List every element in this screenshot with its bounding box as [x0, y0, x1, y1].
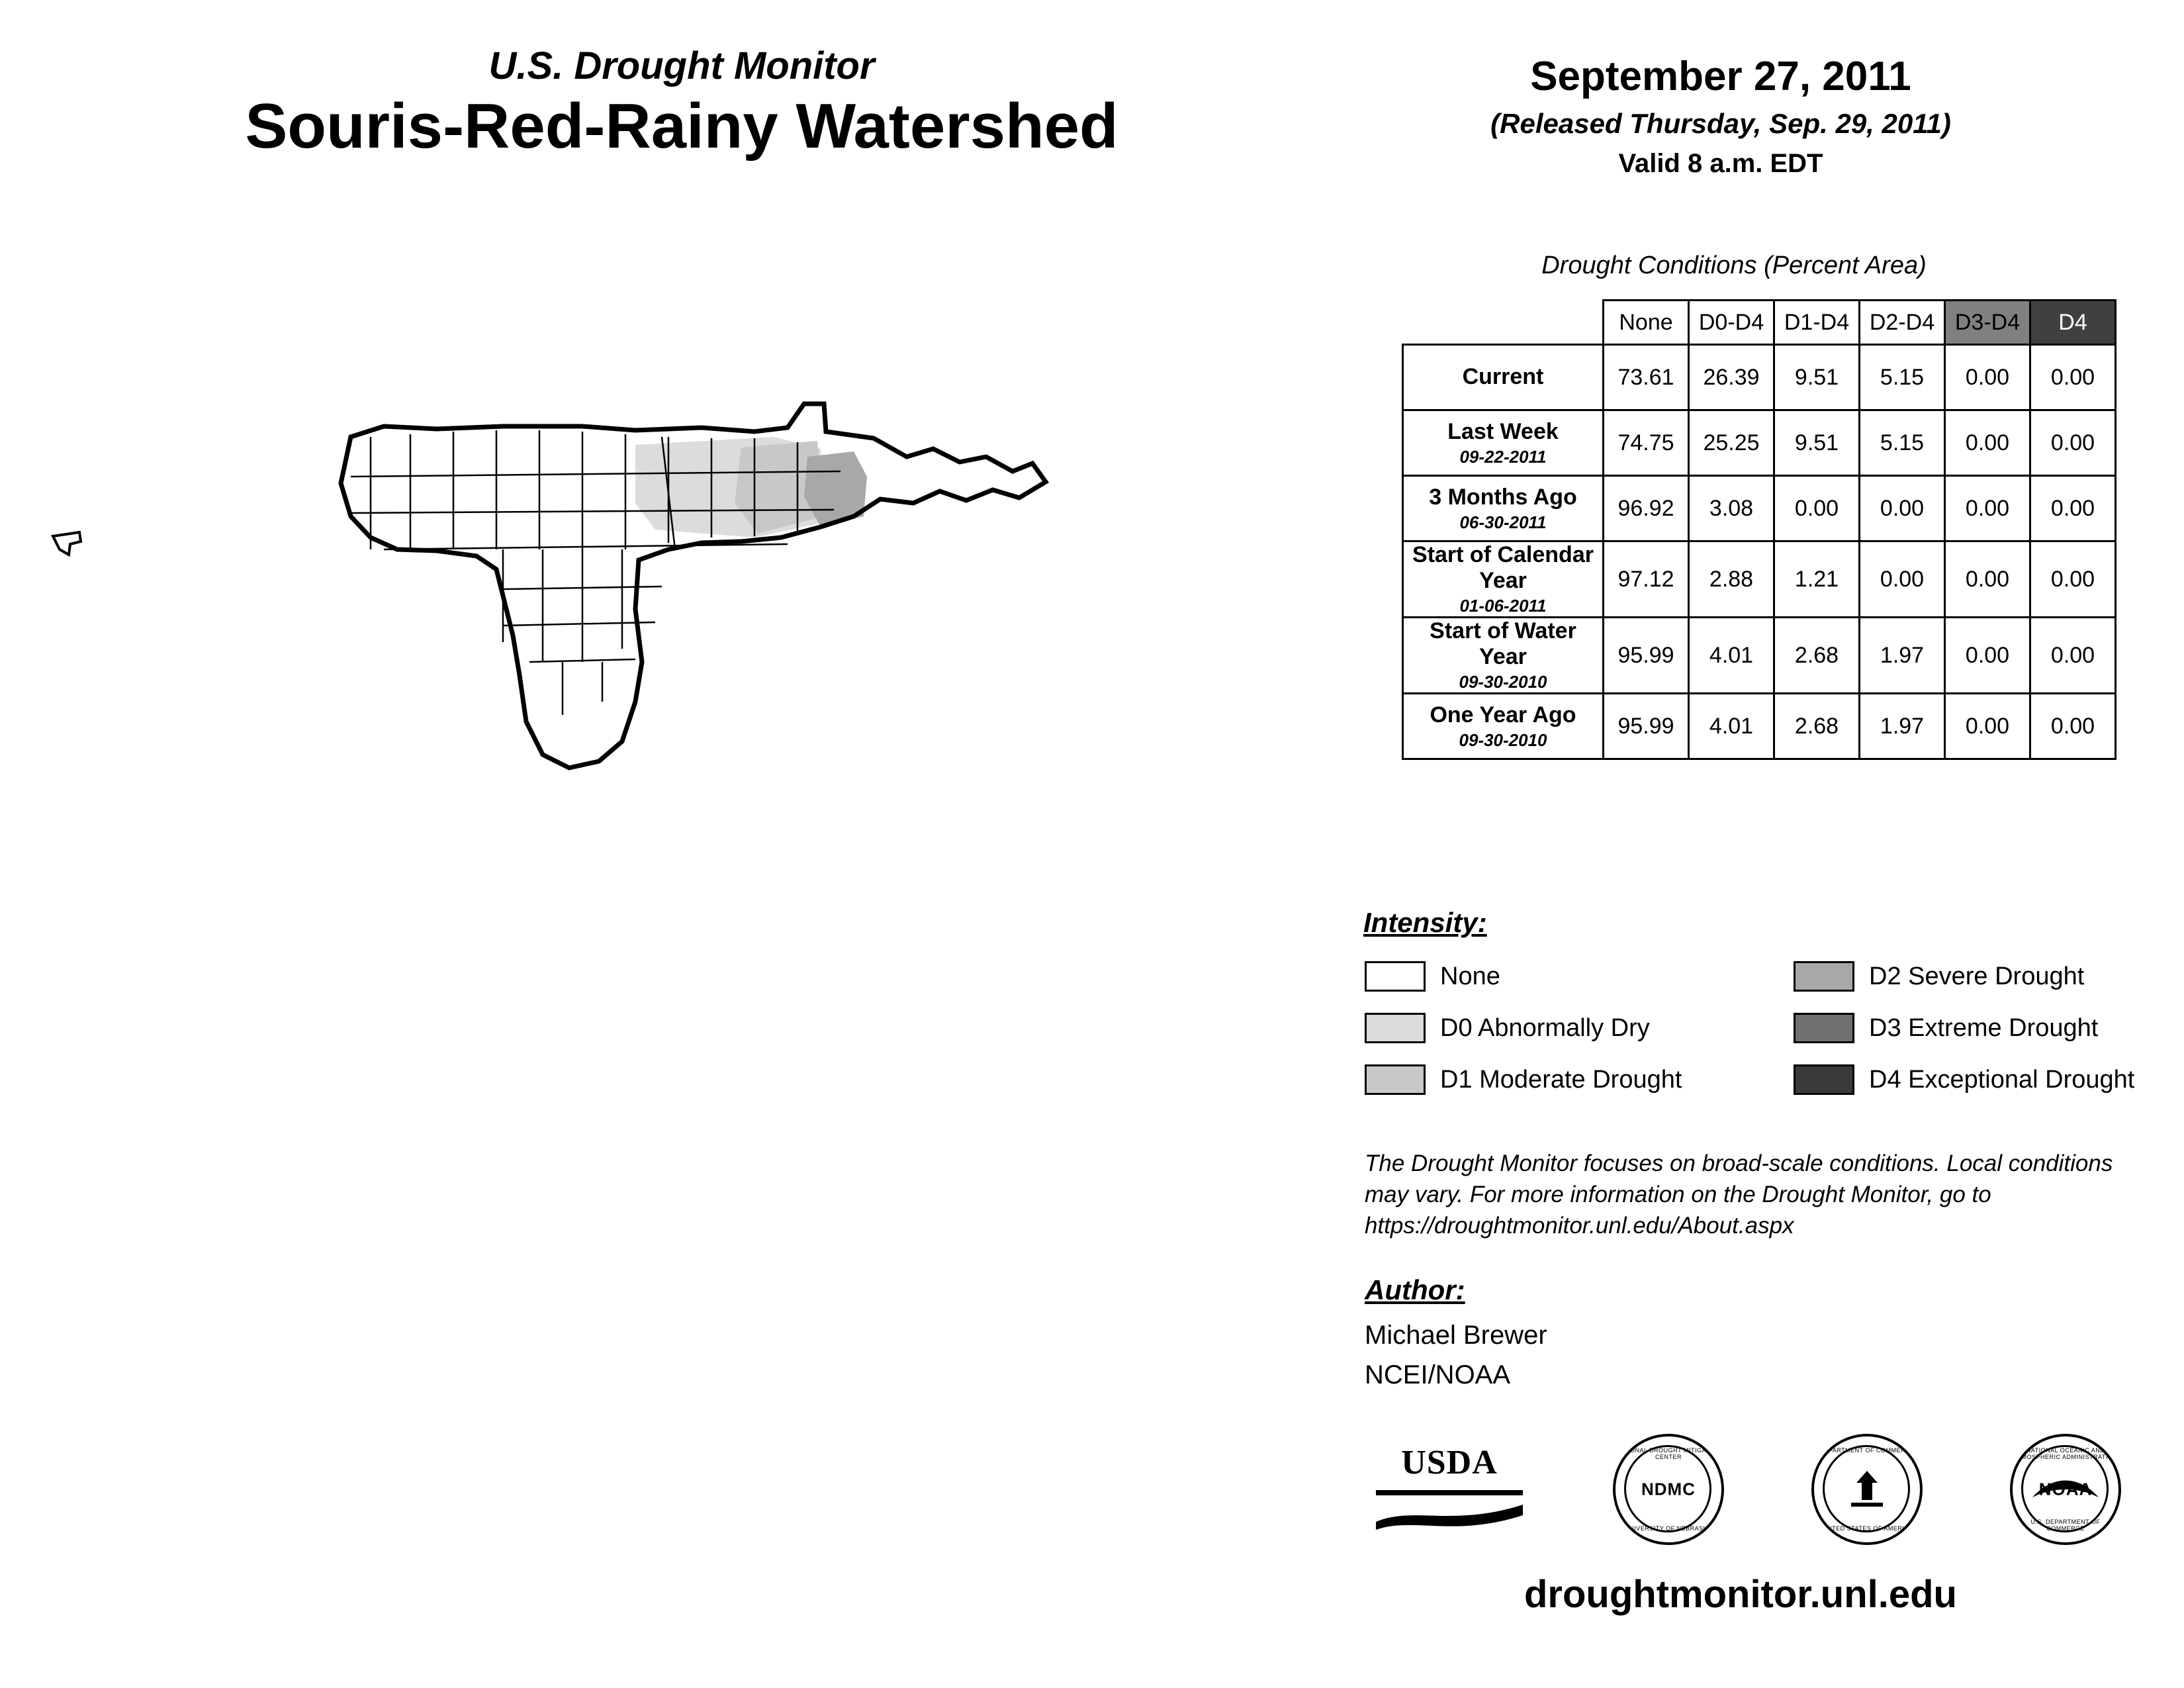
cell-lastweek-d2d4: 5.15	[1860, 410, 1945, 476]
legend-item-none	[1365, 961, 1500, 992]
date-block	[1363, 53, 2078, 179]
page-title: Souris-Red-Rainy Watershed	[245, 90, 1118, 162]
table-row	[1403, 618, 2116, 694]
department-of-commerce-logo	[1811, 1434, 1923, 1545]
table-caption: Drought Conditions (Percent Area)	[1541, 252, 1927, 279]
cell-oneyear-d0d4: 4.01	[1689, 694, 1774, 759]
noaa-logo-text: NOAA	[2038, 1479, 2093, 1499]
program-title: U.S. Drought Monitor	[488, 44, 875, 87]
doc-ring-bottom-text: UNITED STATES OF AMERICA	[1821, 1525, 1913, 1532]
row-label-date: 06-30-2011	[1459, 512, 1547, 532]
cell-current-d0d4: 26.39	[1689, 345, 1774, 410]
cell-current-d4: 0.00	[2030, 345, 2116, 410]
cell-calyear-d4: 0.00	[2030, 541, 2116, 618]
cell-wateryear-d3d4: 0.00	[1945, 618, 2030, 694]
cell-wateryear-none: 95.99	[1604, 618, 1689, 694]
footer-url: droughtmonitor.unl.edu	[1524, 1573, 1957, 1616]
author-heading: Author:	[1365, 1274, 1465, 1305]
cell-current-none: 73.61	[1604, 345, 1689, 410]
cell-wateryear-d1d4: 2.68	[1774, 618, 1860, 694]
cell-3months-none: 96.92	[1604, 476, 1689, 541]
ndmc-logo-text: NDMC	[1641, 1479, 1696, 1499]
table-row	[1403, 345, 2116, 410]
usda-logo	[1373, 1443, 1525, 1536]
disclaimer-text: The Drought Monitor focuses on broad-scale conditions. Local conditions may vary. For more information on the Drought Monitor, go to https://droughtmonitor.unl.edu/About.aspx	[1365, 1150, 2113, 1239]
cell-current-d3d4: 0.00	[1945, 345, 2030, 410]
table-corner-cell	[1403, 301, 1604, 345]
legend-label-none: None	[1440, 962, 1500, 990]
intensity-heading: Intensity:	[1363, 907, 1487, 938]
table-row	[1403, 694, 2116, 759]
cell-lastweek-d1d4: 9.51	[1774, 410, 1860, 476]
table-row	[1403, 541, 2116, 618]
legend-swatch-d1	[1365, 1064, 1426, 1095]
map-detached-sliver	[53, 532, 81, 555]
legend-label-d4: D4 Exceptional Drought	[1869, 1065, 2135, 1094]
cell-oneyear-none: 95.99	[1604, 694, 1689, 759]
row-label-date: 09-22-2011	[1459, 446, 1547, 467]
ndmc-ring-bottom-text: UNIVERSITY OF NEBRASKA	[1625, 1525, 1712, 1532]
cell-current-d1d4: 9.51	[1774, 345, 1860, 410]
table-header-row	[1403, 301, 2116, 345]
cell-oneyear-d1d4: 2.68	[1774, 694, 1860, 759]
row-label-text: Last Week	[1447, 418, 1559, 444]
row-label-date: 01-06-2011	[1459, 596, 1547, 616]
column-header-d1-d4: D1-D4	[1774, 301, 1860, 345]
legend-item-d1	[1365, 1064, 1682, 1095]
cell-oneyear-d2d4: 1.97	[1860, 694, 1945, 759]
cell-lastweek-d3d4: 0.00	[1945, 410, 2030, 476]
author-organization: NCEI/NOAA	[1365, 1360, 1511, 1389]
legend-swatch-d4	[1794, 1064, 1854, 1095]
cell-3months-d4: 0.00	[2030, 476, 2116, 541]
noaa-ring-bottom-text: U.S. DEPARTMENT OF COMMERCE	[2030, 1519, 2101, 1532]
cell-wateryear-d0d4: 4.01	[1689, 618, 1774, 694]
row-label-date: 09-30-2010	[1459, 672, 1547, 692]
cell-lastweek-d4: 0.00	[2030, 410, 2116, 476]
title-block	[40, 46, 1324, 162]
row-label-last-week	[1403, 410, 1604, 476]
table-row	[1403, 476, 2116, 541]
cell-calyear-none: 97.12	[1604, 541, 1689, 618]
watershed-map[interactable]	[40, 238, 1337, 1496]
usda-logo-text: USDA	[1401, 1444, 1498, 1481]
cell-3months-d3d4: 0.00	[1945, 476, 2030, 541]
released-date: (Released Thursday, Sep. 29, 2011)	[1490, 108, 1951, 139]
column-header-none: None	[1604, 301, 1689, 345]
row-label-text: Start of Calendar Year	[1412, 542, 1594, 594]
legend-label-d2: D2 Severe Drought	[1869, 962, 2085, 990]
cell-3months-d1d4: 0.00	[1774, 476, 1860, 541]
watershed-map-svg[interactable]	[40, 238, 1337, 1496]
legend-swatch-d2	[1794, 961, 1854, 992]
legend-item-d4	[1794, 1064, 2134, 1095]
legend-swatch-d3	[1794, 1013, 1854, 1043]
noaa-logo	[2010, 1434, 2121, 1545]
cell-calyear-d2d4: 0.00	[1860, 541, 1945, 618]
row-label-text: Current	[1462, 364, 1544, 390]
legend-swatch-d0	[1365, 1013, 1426, 1043]
cell-calyear-d3d4: 0.00	[1945, 541, 2030, 618]
valid-time: Valid 8 a.m. EDT	[1618, 149, 1823, 178]
cell-lastweek-none: 74.75	[1604, 410, 1689, 476]
usda-logo-mark	[1373, 1486, 1525, 1530]
cell-oneyear-d3d4: 0.00	[1945, 694, 2030, 759]
drought-conditions-table	[1402, 299, 2116, 760]
column-header-d4: D4	[2030, 301, 2116, 345]
ndmc-ring-top-text: NATIONAL DROUGHT MITIGATION CENTER	[1615, 1447, 1721, 1460]
legend-item-d2	[1794, 961, 2084, 992]
cell-lastweek-d0d4: 25.25	[1689, 410, 1774, 476]
cell-wateryear-d4: 0.00	[2030, 618, 2116, 694]
legend-item-d3	[1794, 1013, 2098, 1043]
doc-ring-top-text: DEPARTMENT OF COMMERCE	[1819, 1447, 1915, 1454]
cell-oneyear-d4: 0.00	[2030, 694, 2116, 759]
row-label-3-months-ago	[1403, 476, 1604, 541]
logo-row	[1373, 1427, 2121, 1552]
column-header-d3-d4: D3-D4	[1945, 301, 2030, 345]
cell-current-d2d4: 5.15	[1860, 345, 1945, 410]
legend-label-d0: D0 Abnormally Dry	[1440, 1013, 1650, 1042]
row-label-text: 3 Months Ago	[1429, 484, 1577, 510]
legend-swatch-none	[1365, 961, 1426, 992]
cell-wateryear-d2d4: 1.97	[1860, 618, 1945, 694]
row-label-start-of-water-year	[1403, 618, 1604, 694]
table-row	[1403, 410, 2116, 476]
cell-3months-d2d4: 0.00	[1860, 476, 1945, 541]
row-label-date: 09-30-2010	[1459, 729, 1547, 750]
author-name: Michael Brewer	[1365, 1321, 1547, 1350]
row-label-text: One Year Ago	[1430, 702, 1576, 727]
legend-label-d3: D3 Extreme Drought	[1869, 1013, 2099, 1042]
release-date: September 27, 2011	[1530, 54, 1911, 99]
cell-calyear-d1d4: 1.21	[1774, 541, 1860, 618]
legend-item-d0	[1365, 1013, 1650, 1043]
row-label-current	[1403, 345, 1604, 410]
noaa-ring-top-text: NATIONAL OCEANIC AND ATMOSPHERIC ADMINISTRATION	[2013, 1447, 2118, 1460]
column-header-d0-d4: D0-D4	[1689, 301, 1774, 345]
row-label-text: Start of Water Year	[1430, 618, 1576, 670]
cell-3months-d0d4: 3.08	[1689, 476, 1774, 541]
row-label-start-of-calendar-year	[1403, 541, 1604, 618]
legend-label-d1: D1 Moderate Drought	[1440, 1065, 1682, 1094]
row-label-one-year-ago	[1403, 694, 1604, 759]
column-header-d2-d4: D2-D4	[1860, 301, 1945, 345]
cell-calyear-d0d4: 2.88	[1689, 541, 1774, 618]
ndmc-logo	[1613, 1434, 1724, 1545]
